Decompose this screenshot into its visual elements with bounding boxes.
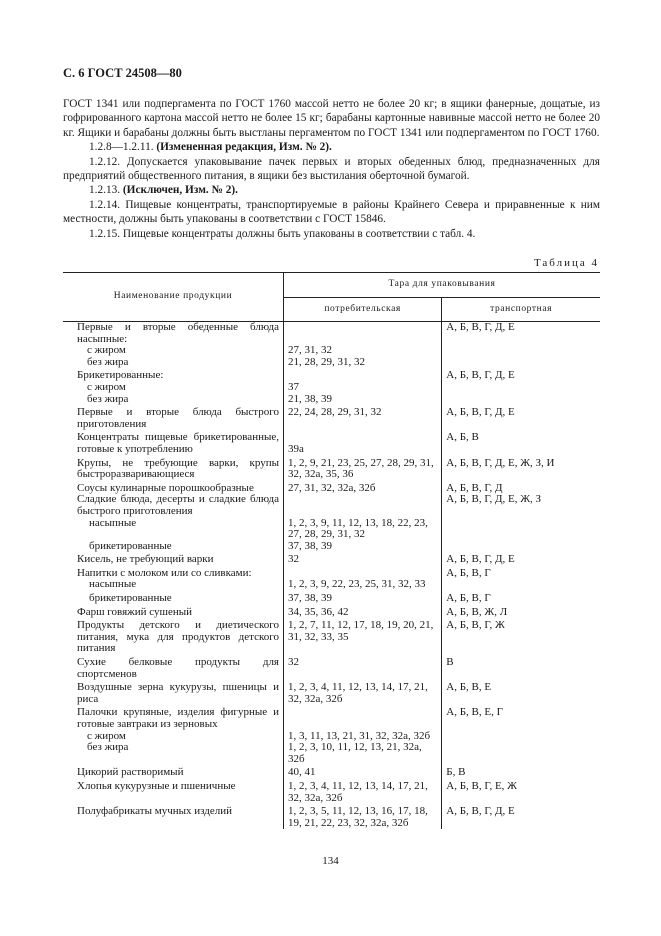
paragraph-bold-text: (Измененная редакция, Изм. № 2). [156,141,332,154]
cell-consumer-packaging: 1, 2, 3, 4, 11, 12, 13, 14, 17, 21, 32, 32а, 32б [284,680,442,705]
cell-product-name: Воздушные зерна кукурузы, пшеницы и риса [63,680,284,705]
cell-transport-packaging: А, Б, В, Е [446,681,492,694]
table-row [63,518,600,541]
cell-consumer-packaging: 37, 38, 39 [284,591,442,605]
packaging-table [63,272,600,829]
cell-product-name: Полуфабрикаты мучных изделий [63,804,284,829]
cell-product-name: Фарш говяжий сушеный [63,605,284,619]
cell-consumer-packaging: 27, 31, 32 [284,345,442,357]
paragraph-text: 1.2.15. Пищевые концентраты должны быть упакованы в соответствии с табл. 4. [89,227,476,240]
cell-transport-packaging: А, Б, В, Г, Д, Е, Ж, З [446,493,542,506]
cell-consumer-packaging [284,566,442,580]
cell-transport-packaging: А, Б, В, Г [446,592,491,605]
cell-consumer-packaging: 37, 38, 39 [284,541,442,553]
cell-product-name: Хлопья кукурузные и пшеничные [63,779,284,804]
table-row [63,430,600,455]
column-header-consumer: потребительская [284,298,442,322]
cell-transport-packaging [442,357,600,369]
table-title: Таблица 4 [533,257,599,269]
cell-consumer-packaging: 32 [284,655,442,680]
cell-product-name: Сладкие блюда, десерты и сладкие блюда быстрого приготовления [63,494,284,517]
paragraph-text: 1.2.13. [89,184,123,197]
table-row [63,655,600,680]
table-row [63,680,600,705]
paragraph-text: 1.2.8—1.2.11. [89,141,157,154]
cell-consumer-packaging: 39а [284,430,442,455]
cell-transport-packaging: А, Б, В, Г, Д, Е [446,553,515,566]
cell-product-name: Соусы кулинарные порошкообразные [63,481,284,495]
table-row [63,804,600,829]
column-header-transport: транспортная [442,298,600,322]
table-row [63,566,600,580]
cell-product-name: Первые и вторые блюда быстрого приготовления [63,405,284,430]
table-row [63,405,600,430]
table-row [63,591,600,605]
cell-consumer-packaging [284,494,442,517]
cell-product-name: с жиром [63,345,284,357]
cell-consumer-packaging [284,705,442,730]
table-row [63,705,600,730]
table-row [63,494,600,517]
column-header-tara: Тара для упаковывания [284,273,601,298]
cell-consumer-packaging: 1, 2, 9, 21, 23, 25, 27, 28, 29, 31, 32, 32а, 35, 36 [284,456,442,481]
cell-consumer-packaging: 22, 24, 28, 29, 31, 32 [284,405,442,430]
cell-transport-packaging: А, Б, В, Г, Д, Е [446,805,515,818]
cell-transport-packaging: А, Б, В, Г, Ж [446,619,505,632]
cell-consumer-packaging: 37 [284,382,442,394]
cell-consumer-packaging: 1, 2, 3, 5, 11, 12, 13, 16, 17, 18, 19, 21, 22, 23, 32, 32а, 32б [284,804,442,829]
paragraph [63,183,600,197]
table-row [63,456,600,481]
paragraph [63,97,600,140]
table-row [63,552,600,566]
table-row [63,368,600,382]
cell-product-name: с жиром [63,731,284,743]
cell-product-name: Концентраты пищевые брикетированные, готовые к употреблению [63,430,284,455]
cell-transport-packaging: А, Б, В [446,431,479,444]
paragraph [63,140,600,154]
table-row [63,382,600,394]
table-row [63,481,600,495]
paragraph [63,227,600,241]
cell-consumer-packaging: 1, 2, 3, 9, 22, 23, 25, 31, 32, 33 [284,579,442,591]
cell-product-name: насыпные [63,518,284,541]
cell-transport-packaging: А, Б, В, Г, Е, Ж [446,779,518,792]
cell-product-name: Крупы, не требующие варки, крупы быстроразваривающиеся [63,456,284,481]
table-row [63,541,600,553]
table-row [63,618,600,655]
column-header-name: Наименование продукции [63,273,284,322]
cell-product-name: Цикорий растворимый [63,765,284,779]
cell-product-name: Первые и вторые обеденные блюда насыпные: [63,322,284,346]
cell-product-name: без жира [63,742,284,765]
table-row [63,322,600,346]
cell-transport-packaging: А, Б, В, Г, Д, Е [446,406,515,419]
cell-transport-packaging [442,382,600,394]
cell-transport-packaging [442,541,600,553]
cell-transport-packaging [442,731,600,743]
paragraph [63,155,600,184]
paragraph-bold-text: (Исключен, Изм. № 2). [122,184,238,197]
paragraph-text: 1.2.14. Пищевые концентраты, транспортируемые в районы Крайнего Севера и приравненные к ним местности, должны быть упакованы в соответствии с ГОСТ 15846. [63,198,600,226]
cell-consumer-packaging: 40, 41 [284,765,442,779]
cell-transport-packaging [442,518,600,541]
cell-consumer-packaging: 1, 2, 3, 9, 11, 12, 13, 18, 22, 23, 27, 28, 29, 31, 32 [284,518,442,541]
cell-transport-packaging: А, Б, В, Г, Д [446,481,503,494]
cell-transport-packaging: Б, В [446,766,466,779]
cell-consumer-packaging: 21, 28, 29, 31, 32 [284,357,442,369]
page-header: С. 6 ГОСТ 24508—80 [63,66,182,80]
cell-transport-packaging: А, Б, В, Ж, Л [446,605,508,618]
cell-transport-packaging [442,742,600,765]
table-row [63,579,600,591]
cell-transport-packaging [442,394,600,406]
table-row [63,357,600,369]
cell-transport-packaging [442,345,600,357]
cell-product-name: без жира [63,394,284,406]
cell-consumer-packaging: 32 [284,552,442,566]
cell-consumer-packaging: 1, 2, 3, 10, 11, 12, 13, 21, 32а, 32б [284,742,442,765]
table-row [63,742,600,765]
page-number: 134 [322,855,339,867]
paragraph-text: ГОСТ 1341 или подпергамента по ГОСТ 1760 массой нетто не более 20 кг; в ящики фанерные, дощатые, из гофрированного картона массой нетто не более 15 кг; барабаны картонные навивные массой нетто не более 20 кг. Ящики и барабаны должны быть выстланы пергаментом по ГОСТ 1341 или подпергаментом по ГОСТ 1760. [63,98,600,139]
cell-consumer-packaging [284,322,442,346]
cell-consumer-packaging: 1, 2, 7, 11, 12, 17, 18, 19, 20, 21, 31, 32, 33, 35 [284,618,442,655]
cell-consumer-packaging: 1, 2, 3, 4, 11, 12, 13, 14, 17, 21, 32, 32а, 32б [284,779,442,804]
cell-product-name: Продукты детского и диетического питания, мука для продуктов детского питания [63,618,284,655]
cell-transport-packaging: А, Б, В, Г, Д, Е [446,369,515,382]
cell-consumer-packaging [284,368,442,382]
cell-transport-packaging: А, Б, В, Г [446,566,491,579]
cell-transport-packaging: А, Б, В, Г, Д, Е, Ж, З, И [446,456,555,469]
table-row [63,605,600,619]
cell-product-name: без жира [63,357,284,369]
cell-transport-packaging [442,579,600,591]
cell-consumer-packaging: 21, 38, 39 [284,394,442,406]
table-row [63,779,600,804]
cell-transport-packaging: А, Б, В, Г, Д, Е [446,321,515,333]
body-text [63,97,600,241]
cell-consumer-packaging: 27, 31, 32, 32а, 32б [284,481,442,495]
cell-transport-packaging: В [446,656,454,669]
cell-product-name: насыпные [63,579,284,591]
paragraph-text: 1.2.12. Допускается упаковывание пачек первых и вторых обеденных блюд, предназначенных для предприятий общественного питания, в ящики без выстилания оберточной бумагой. [63,155,600,183]
cell-product-name: Палочки крупяные, изделия фигурные и готовые завтраки из зерновых [63,705,284,730]
table-row [63,765,600,779]
cell-product-name: брикетированные [63,591,284,605]
cell-product-name: брикетированные [63,541,284,553]
cell-consumer-packaging: 1, 3, 11, 13, 21, 31, 32, 32а, 32б [284,731,442,743]
cell-transport-packaging: А, Б, В, Е, Г [446,706,503,719]
cell-product-name: с жиром [63,382,284,394]
cell-product-name: Кисель, не требующий варки [63,552,284,566]
cell-product-name: Напитки с молоком или со сливками: [63,566,284,580]
cell-product-name: Брикетированные: [63,368,284,382]
cell-consumer-packaging: 34, 35, 36, 42 [284,605,442,619]
table-row [63,394,600,406]
cell-product-name: Сухие белковые продукты для спортсменов [63,655,284,680]
paragraph [63,198,600,227]
